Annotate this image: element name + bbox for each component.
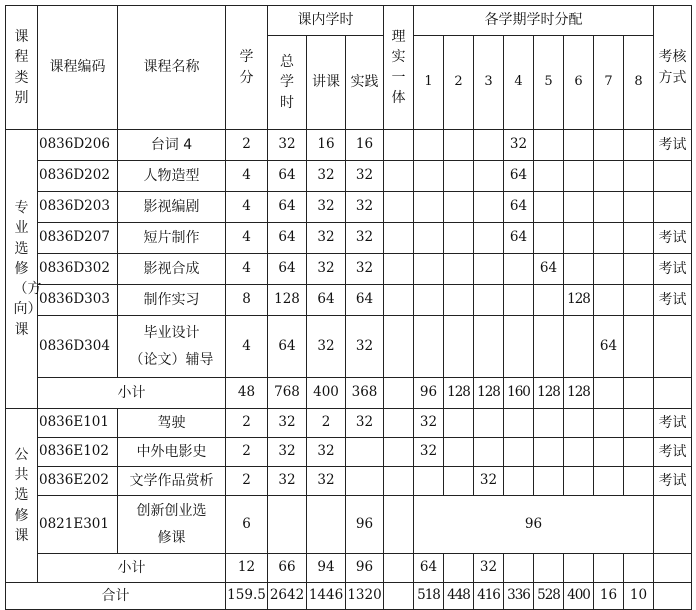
semester-7-cell [594,467,624,496]
semester-4-cell [504,254,534,285]
course-name-cell: 影视合成 [118,254,226,285]
assessment-cell [654,316,692,378]
category-label: 专业选修（方向）课 [13,199,42,338]
table-row [6,254,692,285]
course-name-cell: 制作实习 [118,285,226,316]
credit-cell: 2 [226,467,268,496]
semester-6-cell [564,554,594,583]
semester-8-cell [624,161,654,192]
semester-7-cell [594,378,624,409]
semester-5-cell [534,409,564,438]
semester-7-cell: 16 [594,583,624,610]
semester-2-cell [444,130,474,161]
integrated-cell [384,496,414,554]
practice-cell: 96 [346,496,384,554]
total-hours-cell: 768 [268,378,307,409]
practice-cell: 32 [346,409,384,438]
integrated-cell [384,223,414,254]
semester-5-cell [534,223,564,254]
semester-5-cell: 64 [534,254,564,285]
semester-3-cell [474,409,504,438]
header-name: 课程名称 [118,6,226,130]
header-semester-2: 2 [444,36,474,130]
practice-cell [346,467,384,496]
semester-8-cell [624,223,654,254]
semester-7-cell [594,161,624,192]
semester-4-cell: 32 [504,130,534,161]
practice-cell: 32 [346,316,384,378]
semester-6-cell [564,254,594,285]
integrated-cell [384,254,414,285]
semester-2-cell [444,554,474,583]
integrated-cell [384,130,414,161]
semester-6-cell: 128 [564,285,594,316]
integrated-cell [384,161,414,192]
semester-8-cell [624,192,654,223]
semester-1-cell [414,254,444,285]
practice-cell: 32 [346,223,384,254]
assessment-cell: 考试 [654,254,692,285]
credit-cell: 8 [226,285,268,316]
semester-7-cell [594,438,624,467]
credit-cell: 2 [226,438,268,467]
table-row [6,192,692,223]
semester-5-cell [534,316,564,378]
integrated-cell [384,378,414,409]
header-lecture: 讲课 [307,36,346,130]
practice-cell [346,438,384,467]
credit-cell: 4 [226,223,268,254]
header-semester-3: 3 [474,36,504,130]
semester-5-cell: 128 [534,378,564,409]
course-name-cell: 中外电影史 [118,438,226,467]
course-name-line: 毕业设计 [143,324,200,341]
practice-cell: 1320 [346,583,384,610]
total-hours-cell: 2642 [268,583,307,610]
semester-3-cell: 32 [474,467,504,496]
semester-3-cell [474,285,504,316]
semester-6-cell: 400 [564,583,594,610]
lecture-cell: 32 [307,316,346,378]
semester-1-cell: 518 [414,583,444,610]
credit-cell: 4 [226,161,268,192]
assessment-cell [654,378,692,409]
semester-5-cell [534,438,564,467]
semester-8-cell [624,254,654,285]
total-hours-cell: 64 [268,316,307,378]
credit-cell: 2 [226,409,268,438]
semester-1-cell [414,223,444,254]
semester-5-cell [534,130,564,161]
semester-3-cell [474,223,504,254]
assessment-cell [654,192,692,223]
subtotal-row [6,554,692,583]
semester-3-cell: 128 [474,378,504,409]
grand-total-row [6,583,692,610]
table-row [6,409,692,438]
course-schedule-table-wrapper [5,5,692,610]
category-label: 公共选修课 [14,446,29,544]
course-name-line: 创新创业选 [136,502,207,519]
header-class-hours: 课内学时 [268,6,384,36]
semester-8-cell [624,378,654,409]
semester-3-cell [474,316,504,378]
total-hours-cell: 64 [268,192,307,223]
lecture-cell: 1446 [307,583,346,610]
total-hours-cell [268,496,307,554]
total-hours-cell: 64 [268,223,307,254]
header-semester-hours: 各学期学时分配 [414,6,654,36]
course-name-cell: 人物造型 [118,161,226,192]
semester-8-cell [624,467,654,496]
semester-7-cell [594,254,624,285]
semester-merged-cell: 96 [414,496,654,554]
practice-cell: 96 [346,554,384,583]
semester-3-cell [474,192,504,223]
assessment-cell [654,554,692,583]
header-semester-1: 1 [414,36,444,130]
practice-cell: 64 [346,285,384,316]
total-hours-cell: 32 [268,409,307,438]
semester-8-cell [624,285,654,316]
course-name-cell [118,316,226,378]
practice-cell: 16 [346,130,384,161]
lecture-cell [307,496,346,554]
semester-7-cell: 64 [594,316,624,378]
credit-cell: 4 [226,254,268,285]
semester-1-cell [414,467,444,496]
header-integrated: 理实一体 [384,6,414,130]
semester-6-cell [564,316,594,378]
header-semester-6: 6 [564,36,594,130]
semester-1-cell [414,161,444,192]
semester-5-cell [534,467,564,496]
header-code: 课程编码 [38,6,118,130]
semester-1-cell [414,192,444,223]
table-row [6,130,692,161]
semester-2-cell [444,192,474,223]
course-schedule-table [5,5,692,610]
semester-4-cell: 64 [504,161,534,192]
course-code-cell: 0836D304 [38,316,118,378]
course-code-cell: 0836E202 [38,467,118,496]
lecture-cell: 2 [307,409,346,438]
semester-1-cell [414,285,444,316]
credit-cell: 2 [226,130,268,161]
header-semester-5: 5 [534,36,564,130]
total-hours-cell: 128 [268,285,307,316]
total-hours-cell: 32 [268,438,307,467]
practice-cell: 32 [346,254,384,285]
group-public-elective-category [6,409,38,583]
integrated-cell [384,316,414,378]
semester-2-cell [444,316,474,378]
course-code-cell: 0836D206 [38,130,118,161]
assessment-cell [654,496,692,554]
semester-5-cell [534,161,564,192]
assessment-cell: 考试 [654,438,692,467]
course-code-cell: 0836E102 [38,438,118,467]
semester-2-cell [444,467,474,496]
semester-7-cell [594,223,624,254]
semester-2-cell [444,223,474,254]
header-semester-4: 4 [504,36,534,130]
semester-5-cell: 528 [534,583,564,610]
semester-2-cell [444,409,474,438]
semester-5-cell [534,554,564,583]
course-code-cell: 0836D207 [38,223,118,254]
lecture-cell: 32 [307,223,346,254]
semester-6-cell [564,161,594,192]
semester-2-cell: 128 [444,378,474,409]
practice-cell: 32 [346,192,384,223]
table-row [6,467,692,496]
semester-4-cell: 160 [504,378,534,409]
semester-5-cell [534,285,564,316]
credit-cell: 4 [226,192,268,223]
integrated-cell [384,285,414,316]
semester-3-cell [474,130,504,161]
lecture-cell: 32 [307,161,346,192]
lecture-cell: 64 [307,285,346,316]
semester-7-cell [594,409,624,438]
total-hours-cell: 32 [268,130,307,161]
assessment-cell: 考试 [654,285,692,316]
table-row [6,316,692,378]
assessment-cell: 考试 [654,130,692,161]
semester-7-cell [594,192,624,223]
semester-8-cell [624,554,654,583]
lecture-cell: 32 [307,438,346,467]
header-assessment: 考核方式 [654,6,692,130]
course-code-cell: 0836D202 [38,161,118,192]
semester-8-cell: 10 [624,583,654,610]
semester-6-cell [564,438,594,467]
semester-2-cell: 448 [444,583,474,610]
semester-6-cell [564,223,594,254]
semester-4-cell [504,316,534,378]
integrated-cell [384,554,414,583]
semester-4-cell [504,285,534,316]
header-semester-8: 8 [624,36,654,130]
integrated-cell [384,409,414,438]
assessment-cell: 考试 [654,223,692,254]
semester-3-cell: 416 [474,583,504,610]
semester-3-cell [474,161,504,192]
course-code-cell: 0836E101 [38,409,118,438]
practice-cell: 32 [346,161,384,192]
course-name-cell: 文学作品赏析 [118,467,226,496]
course-name-cell: 短片制作 [118,223,226,254]
semester-4-cell [504,438,534,467]
integrated-cell [384,467,414,496]
total-hours-cell: 66 [268,554,307,583]
semester-7-cell [594,130,624,161]
lecture-cell: 94 [307,554,346,583]
semester-1-cell: 32 [414,438,444,467]
semester-4-cell [504,467,534,496]
semester-1-cell [414,316,444,378]
course-name-cell: 驾驶 [118,409,226,438]
semester-7-cell [594,554,624,583]
semester-4-cell [504,409,534,438]
semester-8-cell [624,409,654,438]
semester-3-cell [474,254,504,285]
credit-cell: 12 [226,554,268,583]
semester-8-cell [624,438,654,467]
subtotal-label: 小计 [38,378,226,409]
semester-8-cell [624,130,654,161]
semester-4-cell: 336 [504,583,534,610]
semester-6-cell [564,409,594,438]
table-row [6,496,692,554]
semester-4-cell: 64 [504,192,534,223]
course-name-cell: 台词 4 [118,130,226,161]
grand-total-label: 合计 [6,583,226,610]
assessment-cell: 考试 [654,409,692,438]
course-name-line: 修课 [157,529,186,546]
header-practice: 实践 [346,36,384,130]
semester-6-cell [564,192,594,223]
semester-4-cell: 64 [504,223,534,254]
assessment-cell [654,583,692,610]
integrated-cell [384,438,414,467]
course-name-line: （论文）辅导 [129,351,214,368]
semester-6-cell [564,467,594,496]
credit-cell: 159.5 [226,583,268,610]
header-semester-7: 7 [594,36,624,130]
lecture-cell: 16 [307,130,346,161]
semester-4-cell [504,554,534,583]
course-code-cell: 0836D302 [38,254,118,285]
header-total-hours: 总学时 [268,36,307,130]
practice-cell: 368 [346,378,384,409]
semester-1-cell: 64 [414,554,444,583]
course-code-cell: 0836D303 [38,285,118,316]
semester-3-cell [474,438,504,467]
header-category: 课程类别 [6,6,38,130]
assessment-cell: 考试 [654,467,692,496]
semester-5-cell [534,192,564,223]
table-row [6,223,692,254]
header-credit: 学分 [226,6,268,130]
semester-1-cell: 32 [414,409,444,438]
lecture-cell: 32 [307,467,346,496]
integrated-cell [384,583,414,610]
course-code-cell: 0821E301 [38,496,118,554]
semester-2-cell [444,254,474,285]
credit-cell: 6 [226,496,268,554]
semester-1-cell: 96 [414,378,444,409]
semester-1-cell [414,130,444,161]
semester-2-cell [444,438,474,467]
assessment-cell [654,161,692,192]
semester-3-cell: 32 [474,554,504,583]
total-hours-cell: 32 [268,467,307,496]
course-code-cell: 0836D203 [38,192,118,223]
table-row [6,438,692,467]
credit-cell: 4 [226,316,268,378]
semester-2-cell [444,161,474,192]
course-name-cell [118,496,226,554]
semester-2-cell [444,285,474,316]
semester-8-cell [624,316,654,378]
lecture-cell: 400 [307,378,346,409]
group-professional-elective-category [6,130,42,409]
course-name-cell: 影视编剧 [118,192,226,223]
total-hours-cell: 64 [268,254,307,285]
semester-7-cell [594,285,624,316]
semester-6-cell [564,130,594,161]
semester-6-cell: 128 [564,378,594,409]
credit-cell: 48 [226,378,268,409]
subtotal-row [6,378,692,409]
integrated-cell [384,192,414,223]
lecture-cell: 32 [307,192,346,223]
subtotal-label: 小计 [38,554,226,583]
table-row [6,285,692,316]
total-hours-cell: 64 [268,161,307,192]
lecture-cell: 32 [307,254,346,285]
table-row [6,161,692,192]
